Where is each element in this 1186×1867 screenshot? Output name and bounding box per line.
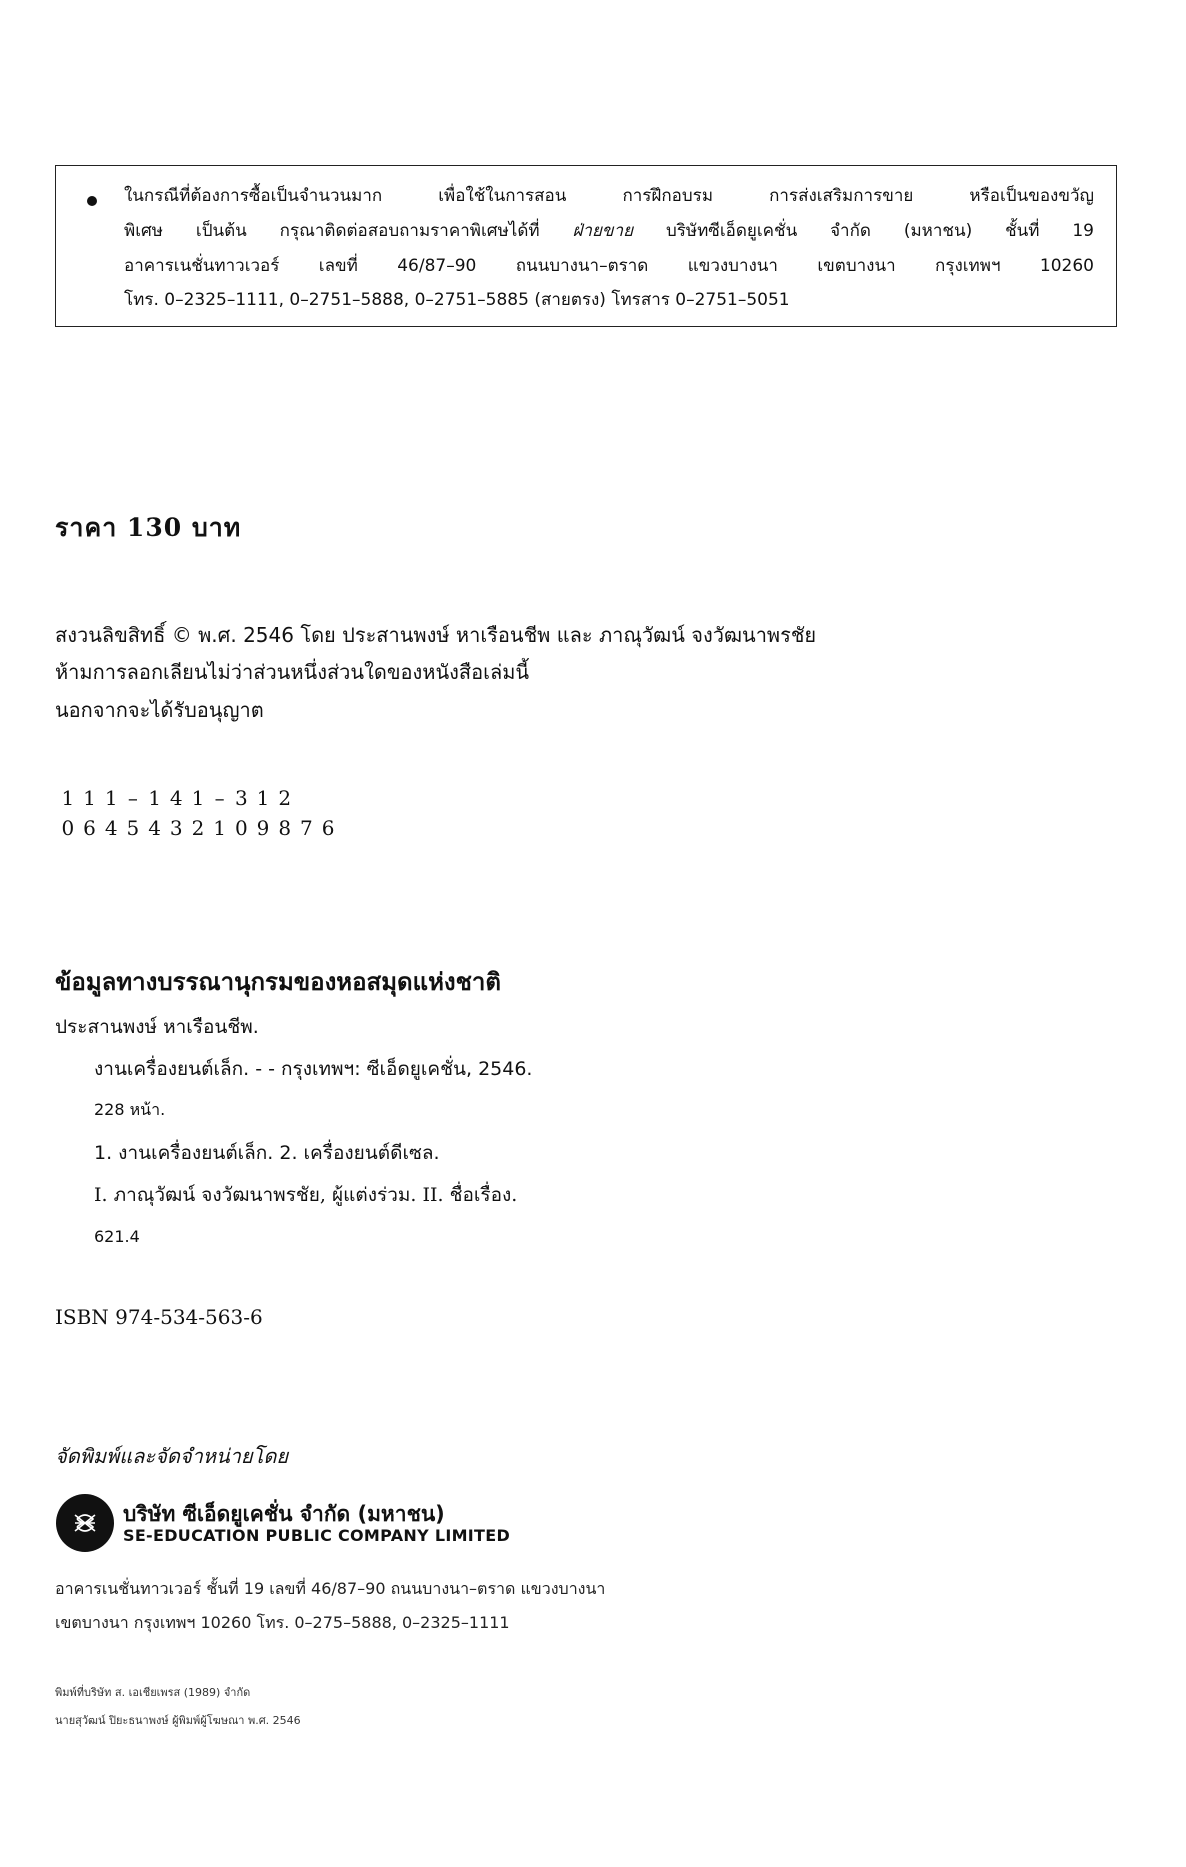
print-digit: 0	[234, 816, 248, 840]
company-name-thai: บริษัท ซีเอ็ดยูเคชั่น จำกัด (มหาชน)	[123, 1502, 445, 1526]
print-digit: 4	[104, 816, 118, 840]
cip-subjects: 1. งานเครื่องยนต์เล็ก. 2. เครื่องยนต์ดีเซล.	[94, 1142, 440, 1164]
notice-line-2-a: พิเศษ เป็นต้น กรุณาติดต่อสอบถามราคาพิเศษได้ที่	[124, 221, 540, 241]
se-ed-logo-icon	[55, 1493, 115, 1553]
print-digit: 7	[300, 816, 313, 840]
print-digit: 4	[169, 786, 183, 810]
print-digit: 1	[191, 786, 205, 810]
publisher-address-1: อาคารเนชั่นทาวเวอร์ ชั้นที่ 19 เลขที่ 46/87–90 ถนนบางนา–ตราด แขวงบางนา	[55, 1579, 606, 1598]
print-digit: 1	[61, 786, 75, 810]
copyright-line-2: ห้ามการลอกเลียนไม่ว่าส่วนหนึ่งส่วนใดของหนังสือเล่มนี้	[55, 660, 530, 684]
print-digit: 6	[321, 816, 335, 840]
print-number-row-1	[57, 786, 296, 810]
cip-class-number: 621.4	[94, 1227, 140, 1246]
company-name-english: SE-EDUCATION PUBLIC COMPANY LIMITED	[123, 1526, 511, 1545]
print-digit: 2	[191, 816, 205, 840]
sales-dept-text: ฝ่ายขาย	[572, 221, 634, 241]
publisher-address-2: เขตบางนา กรุงเทพฯ 10260 โทร. 0–275–5888, 0–2325–1111	[55, 1613, 510, 1632]
bullet-icon	[87, 196, 97, 206]
print-number-row-2	[57, 816, 339, 840]
notice-line-2	[124, 221, 1094, 241]
cip-author: ประสานพงษ์ หาเรือนชีพ.	[55, 1016, 259, 1038]
publisher-label: จัดพิมพ์และจัดจำหน่ายโดย	[55, 1444, 289, 1468]
print-digit: 1	[213, 816, 227, 840]
print-digit: 3	[169, 816, 183, 840]
print-digit: 2	[278, 786, 292, 810]
cip-added-entries: I. ภาณุวัฒน์ จงวัฒนาพรชัย, ผู้แต่งร่วม. II. ชื่อเรื่อง.	[94, 1184, 518, 1206]
isbn-text: ISBN 974-534-563-6	[55, 1305, 263, 1329]
print-digit: 1	[148, 786, 161, 810]
print-digit: 4	[148, 816, 161, 840]
print-digit: 1	[83, 786, 96, 810]
cip-pages: 228 หน้า.	[94, 1100, 166, 1119]
print-digit: 8	[278, 816, 292, 840]
cip-title: ข้อมูลทางบรรณานุกรมของหอสมุดแห่งชาติ	[55, 968, 501, 996]
notice-line-2-c: บริษัทซีเอ็ดยูเคชั่น จำกัด (มหาชน) ชั้นที่ 19	[665, 221, 1094, 241]
notice-line-1: ในกรณีที่ต้องการซื้อเป็นจำนวนมาก เพื่อใช้ในการสอน การฝึกอบรม การส่งเสริมการขาย หรือเป็นของขวัญ	[124, 186, 1094, 206]
printer-line-2: นายสุวัฒน์ ปิยะธนาพงษ์ ผู้พิมพ์ผู้โฆษณา พ.ศ. 2546	[55, 1714, 301, 1727]
notice-line-3: อาคารเนชั่นทาวเวอร์ เลขที่ 46/87–90 ถนนบางนา–ตราด แขวงบางนา เขตบางนา กรุงเทพฯ 10260	[124, 256, 1094, 276]
print-digit: 1	[104, 786, 118, 810]
print-digit: 6	[83, 816, 96, 840]
printer-line-1: พิมพ์ที่บริษัท ส. เอเชียเพรส (1989) จำกัด	[55, 1686, 251, 1699]
print-digit: –	[127, 786, 138, 810]
copyright-line-3: นอกจากจะได้รับอนุญาต	[55, 698, 264, 722]
print-digit: 5	[126, 816, 140, 840]
notice-line-4: โทร. 0–2325–1111, 0–2751–5888, 0–2751–5885 (สายตรง) โทรสาร 0–2751–5051	[124, 290, 790, 310]
print-digit: 0	[61, 816, 75, 840]
print-digit: 1	[256, 786, 270, 810]
copyright-line-1: สงวนลิขสิทธิ์ © พ.ศ. 2546 โดย ประสานพงษ์ หาเรือนชีพ และ ภาณุวัฒน์ จงวัฒนาพรชัย	[55, 623, 817, 647]
print-digit: 9	[256, 816, 270, 840]
print-digit: 3	[234, 786, 248, 810]
price-text: ราคา 130 บาท	[55, 513, 242, 542]
print-digit: –	[214, 786, 225, 810]
cip-work: งานเครื่องยนต์เล็ก. - - กรุงเทพฯ: ซีเอ็ดยูเคชั่น, 2546.	[94, 1058, 533, 1080]
